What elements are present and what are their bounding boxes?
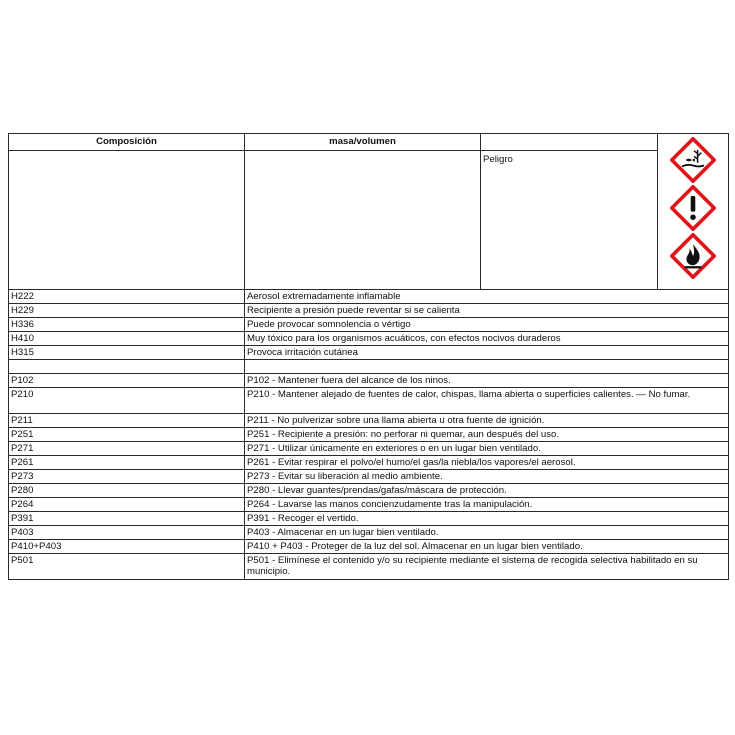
- precaution-text: P102 - Mantener fuera del alcance de los ninos.: [245, 374, 729, 388]
- precaution-text: P501 - Elimínese el contenido y/o su recipiente mediante el sistema de recogida selectiva habilitado en su municipio.: [245, 554, 729, 580]
- hazard-code: H229: [9, 304, 245, 318]
- precaution-code: P210: [9, 388, 245, 414]
- precaution-text: P403 - Almacenar en un lugar bien ventilado.: [245, 526, 729, 540]
- precaution-row: [9, 526, 729, 540]
- hazard-code: H336: [9, 318, 245, 332]
- precaution-row: [9, 442, 729, 456]
- hazard-row: [9, 346, 729, 360]
- signal-word-cell: [481, 151, 658, 290]
- precaution-row: [9, 512, 729, 526]
- precaution-code: P211: [9, 414, 245, 428]
- precaution-row: [9, 388, 729, 414]
- precaution-code: P280: [9, 484, 245, 498]
- hazard-text: Puede provocar somnolencia o vértigo: [245, 318, 729, 332]
- precaution-code: P501: [9, 554, 245, 580]
- header-row: [9, 134, 729, 151]
- precaution-row: [9, 414, 729, 428]
- hazard-row: [9, 318, 729, 332]
- precaution-text: P251 - Recipiente a presión: no perforar ni quemar, aun después del uso.: [245, 428, 729, 442]
- hazard-text: Aerosol extremadamente inflamable: [245, 290, 729, 304]
- exclamation-mark-icon: [670, 185, 716, 231]
- signal-word: Peligro: [483, 154, 513, 165]
- composicion-cell: [9, 151, 245, 290]
- spacer-cell: [245, 360, 729, 374]
- hazard-text: Provoca irritación cutánea: [245, 346, 729, 360]
- header-composicion: Composición: [9, 134, 245, 151]
- hazard-row: [9, 332, 729, 346]
- precaution-text: P273 - Evitar su liberación al medio ambiente.: [245, 470, 729, 484]
- precaution-code: P410+P403: [9, 540, 245, 554]
- precaution-code: P251: [9, 428, 245, 442]
- hazard-text: Muy tóxico para los organismos acuáticos, con efectos nocivos duraderos: [245, 332, 729, 346]
- precaution-text: P271 - Utilizar únicamente en exteriores o en un lugar bien ventilado.: [245, 442, 729, 456]
- hazard-code: H315: [9, 346, 245, 360]
- hazard-code: H222: [9, 290, 245, 304]
- precaution-row: [9, 456, 729, 470]
- precaution-code: P271: [9, 442, 245, 456]
- precaution-row: [9, 470, 729, 484]
- precaution-code: P403: [9, 526, 245, 540]
- precaution-code: P102: [9, 374, 245, 388]
- precaution-row: [9, 428, 729, 442]
- precaution-row: [9, 484, 729, 498]
- precaution-text: P280 - Llevar guantes/prendas/gafas/máscara de protección.: [245, 484, 729, 498]
- header-masa-volumen: masa/volumen: [245, 134, 481, 151]
- spacer-cell: [9, 360, 245, 374]
- precaution-text: P264 - Lavarse las manos concienzudamente tras la manipulación.: [245, 498, 729, 512]
- header-empty: [481, 134, 658, 151]
- precaution-code: P273: [9, 470, 245, 484]
- precaution-text: P261 - Evitar respirar el polvo/el humo/el gas/la niebla/los vapores/el aerosol.: [245, 456, 729, 470]
- precaution-text: P410 + P403 - Proteger de la luz del sol. Almacenar en un lugar bien ventilado.: [245, 540, 729, 554]
- precaution-row: [9, 540, 729, 554]
- precaution-row: [9, 374, 729, 388]
- safety-data-table: [8, 133, 729, 580]
- precaution-row: [9, 498, 729, 512]
- spacer-row: [9, 360, 729, 374]
- precaution-code: P391: [9, 512, 245, 526]
- hazard-code: H410: [9, 332, 245, 346]
- hazard-row: [9, 290, 729, 304]
- precaution-text: P391 - Recoger el vertido.: [245, 512, 729, 526]
- masa-volumen-cell: [245, 151, 481, 290]
- precaution-code: P261: [9, 456, 245, 470]
- pictogram-cell: [658, 134, 729, 290]
- product-info-row: [9, 151, 729, 290]
- hazard-row: [9, 304, 729, 318]
- hazard-text: Recipiente a presión puede reventar si se calienta: [245, 304, 729, 318]
- precaution-row: [9, 554, 729, 580]
- flame-icon: [670, 233, 716, 279]
- precaution-text: P210 - Mantener alejado de fuentes de calor, chispas, llama abierta o superficies calientes. — No fumar.: [245, 388, 729, 414]
- precaution-code: P264: [9, 498, 245, 512]
- precaution-text: P211 - No pulverizar sobre una llama abierta u otra fuente de ignición.: [245, 414, 729, 428]
- environment-hazard-icon: [670, 137, 716, 183]
